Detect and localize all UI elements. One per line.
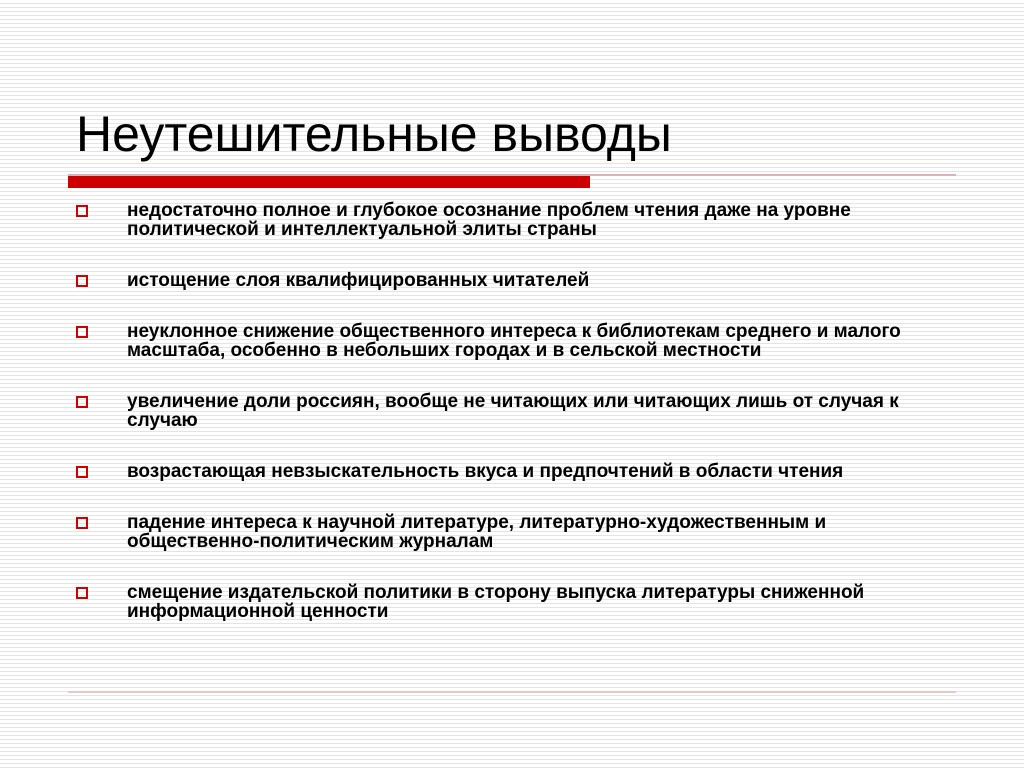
hollow-square-icon xyxy=(76,326,88,338)
hollow-square-icon xyxy=(76,396,88,408)
bullet-text: смещение издательской политики в сторону выпуска литературы сниженной информационной ценности xyxy=(127,582,865,622)
slide-title: Неутешительные выводы xyxy=(76,106,672,162)
bullet-text: увеличение доли россиян, вообще не читающих или читающих лишь от случая к случаю xyxy=(127,391,899,431)
bullet-item xyxy=(76,513,956,551)
title-divider-accent xyxy=(68,176,590,188)
bullet-text: истощение слоя квалифицированных читателей xyxy=(127,270,590,291)
bullet-item xyxy=(76,583,956,621)
hollow-square-icon xyxy=(76,205,88,217)
hollow-square-icon xyxy=(76,587,88,599)
footer-divider xyxy=(68,691,956,693)
bullet-item xyxy=(76,271,956,290)
bullet-text: падение интереса к научной литературе, литературно-художественным и общественно-политическим журналам xyxy=(127,512,827,552)
bullet-text: возрастающая невзыскательность вкуса и предпочтений в области чтения xyxy=(127,461,844,482)
hollow-square-icon xyxy=(76,275,88,287)
bullet-list xyxy=(76,201,956,653)
bullet-text: неуклонное снижение общественного интереса к библиотекам среднего и малого масштаба, особенно в небольших городах и в сельской местности xyxy=(127,321,901,361)
hollow-square-icon xyxy=(76,517,88,529)
bullet-item xyxy=(76,322,956,360)
bullet-text: недостаточно полное и глубокое осознание проблем чтения даже на уровне политической и интеллектуальной элиты страны xyxy=(127,200,851,240)
hollow-square-icon xyxy=(76,466,88,478)
bullet-item xyxy=(76,462,956,481)
bullet-item xyxy=(76,201,956,239)
bullet-item xyxy=(76,392,956,430)
